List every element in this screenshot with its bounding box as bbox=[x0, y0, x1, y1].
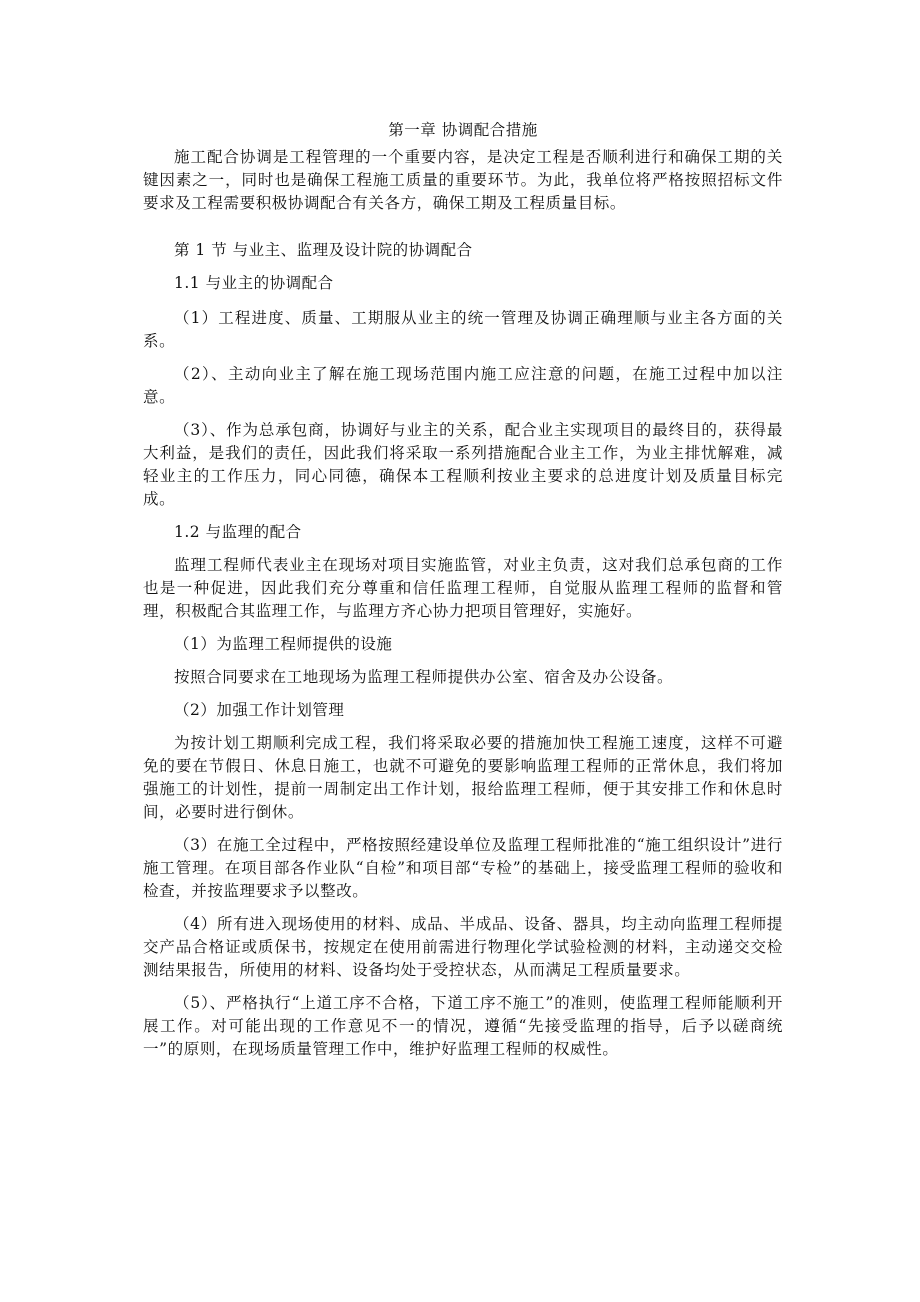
owner-item-3: （3）、作为总承包商，协调好与业主的关系，配合业主实现项目的最终目的，获得最大利益，是我们的责任，因此我们将采取一系列措施配合业主工作，为业主排忧解难，减轻业主的工作压力，同心同德，确保本工程顺利按业主要求的总进度计划及质量目标完成。 bbox=[143, 421, 783, 508]
chapter-title: 第一章 协调配合措施 bbox=[388, 121, 538, 139]
supervision-intro: 监理工程师代表业主在现场对项目实施监管，对业主负责，这对我们总承包商的工作也是一种促进，因此我们充分尊重和信任监理工程师，自觉服从监理工程师的监督和管理，积极配合其监理工作，与监理方齐心协力把项目管理好，实施好。 bbox=[143, 556, 783, 620]
subsection-supervision-title: 1.2 与监理的配合 bbox=[174, 523, 302, 541]
owner-item-2: （2）、主动向业主了解在施工现场范围内施工应注意的问题，在施工过程中加以注意。 bbox=[143, 365, 783, 406]
supervision-item-3: （3）在施工全过程中，严格按照经建设单位及监理工程师批准的“施工组织设计”进行施工管理。在项目部各作业队“自检”和项目部“专检”的基础上，接受监理工程师的验收和检查，并按监理要求予以整改。 bbox=[143, 836, 783, 900]
section-title: 第 1 节 与业主、监理及设计院的协调配合 bbox=[174, 241, 473, 259]
supervision-item-5: （5）、严格执行“上道工序不合格，下道工序不施工”的准则，使监理工程师能顺利开展工作。对可能出现的工作意见不一的情况，遵循“先接受监理的指导，后予以磋商统一”的原则，在现场质量管理工作中，维护好监理工程师的权威性。 bbox=[143, 994, 783, 1058]
supervision-item-4: （4）所有进入现场使用的材料、成品、半成品、设备、器具，均主动向监理工程师提交产品合格证或质保书，按规定在使用前需进行物理化学试验检测的材料，主动递交交检测结果报告，所使用的材料、设备均处于受控状态，从而满足工程质量要求。 bbox=[143, 915, 783, 979]
supervision-item-1-title: （1）为监理工程师提供的设施 bbox=[174, 635, 393, 653]
supervision-item-2-text: 为按计划工期顺利完成工程，我们将采取必要的措施加快工程施工速度，这样不可避免的要在节假日、休息日施工，也就不可避免的要影响监理工程师的正常休息，我们将加强施工的计划性，提前一周制定出工作计划，报给监理工程师，便于其安排工作和休息时间，必要时进行倒休。 bbox=[143, 734, 783, 821]
supervision-item-1-text: 按照合同要求在工地现场为监理工程师提供办公室、宿舍及办公设备。 bbox=[174, 668, 674, 686]
subsection-owner-title: 1.1 与业主的协调配合 bbox=[174, 274, 334, 292]
chapter-intro: 施工配合协调是工程管理的一个重要内容，是决定工程是否顺利进行和确保工期的关键因素之一，同时也是确保工程施工质量的重要环节。为此，我单位将严格按照招标文件要求及工程需要积极协调配合有关各方，确保工期及工程质量目标。 bbox=[143, 148, 783, 212]
document-page bbox=[143, 112, 783, 1071]
supervision-item-2-title: （2）加强工作计划管理 bbox=[174, 701, 345, 719]
owner-item-1: （1）工程进度、质量、工期服从业主的统一管理及协调正确理顺与业主各方面的关系。 bbox=[143, 309, 783, 350]
